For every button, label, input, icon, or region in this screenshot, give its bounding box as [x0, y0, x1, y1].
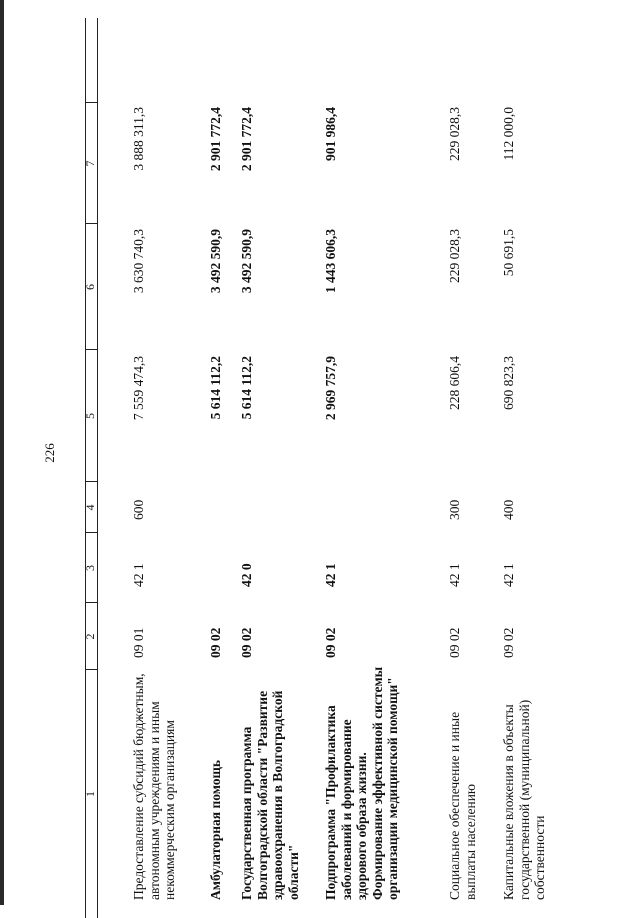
- row-amount-7: 2 901 772,4: [208, 107, 223, 172]
- column-header: 7: [83, 160, 98, 167]
- row-amount-7: 3 888 311,3: [131, 107, 146, 171]
- column-header: 6: [83, 284, 98, 290]
- page-number: 226: [42, 443, 57, 463]
- row-name: Государственная программа Волгоградской области "Развитие здравоохранения в Волгоградской области": [239, 690, 301, 900]
- row-expense-type: 400: [501, 499, 516, 520]
- row-target-code: 42 1: [501, 563, 516, 587]
- row-amount-5: 5 614 112,2: [239, 356, 254, 420]
- budget-table: [85, 18, 558, 918]
- row-amount-5: 228 606,4: [447, 356, 462, 410]
- column-header: 3: [83, 565, 98, 571]
- row-amount-6: 3 630 740,3: [131, 229, 146, 294]
- row-section-code: 09 02: [323, 627, 338, 658]
- column-header: 1: [83, 791, 98, 797]
- row-amount-6: 229 028,3: [447, 229, 462, 283]
- column-header: 4: [83, 504, 98, 511]
- row-target-code: 42 1: [131, 563, 146, 587]
- row-section-code: 09 02: [208, 627, 223, 658]
- row-section-code: 09 02: [501, 627, 516, 658]
- row-section-code: 09 02: [239, 627, 254, 658]
- row-section-code: 09 02: [447, 627, 462, 658]
- row-amount-7: 112 000,0: [501, 107, 516, 161]
- row-expense-type: 300: [447, 499, 462, 520]
- row-amount-7: 901 986,4: [323, 107, 338, 161]
- header-bottom-rule: [97, 18, 98, 918]
- column-header: 2: [83, 633, 98, 640]
- row-target-code: 42 0: [239, 563, 254, 587]
- column-header: 5: [83, 413, 98, 419]
- row-name: Амбулаторная помощь: [208, 759, 223, 900]
- row-target-code: 42 1: [447, 563, 462, 587]
- row-amount-5: 690 823,3: [501, 356, 516, 410]
- row-name: Подпрограмма "Профилактика заболеваний и формирование здорового образа жизни. Формирование эффективной системы организации медицинской помощи": [323, 666, 400, 900]
- row-name: Предоставление субсидий бюджетным, автономным учреждениям и иным некоммерческим организациям: [131, 673, 177, 900]
- row-amount-6: 3 492 590,9: [208, 229, 223, 294]
- row-amount-6: 3 492 590,9: [239, 229, 254, 294]
- row-section-code: 09 01: [131, 627, 146, 658]
- row-name: Социальное обеспечение и иные выплаты населению: [447, 711, 478, 900]
- row-amount-6: 50 691,5: [501, 229, 516, 277]
- row-amount-5: 2 969 757,9: [323, 356, 338, 421]
- row-amount-6: 1 443 606,3: [323, 229, 338, 294]
- row-expense-type: 600: [131, 499, 146, 520]
- row-amount-7: 229 028,3: [447, 107, 462, 161]
- page-left-edge: [0, 0, 4, 905]
- row-amount-5: 7 559 474,3: [131, 356, 146, 421]
- row-name: Капитальные вложения в объекты государственной (муниципальной) собственности: [501, 699, 547, 900]
- row-amount-5: 5 614 112,2: [208, 356, 223, 420]
- row-amount-7: 2 901 772,4: [239, 107, 254, 172]
- row-target-code: 42 1: [323, 563, 338, 587]
